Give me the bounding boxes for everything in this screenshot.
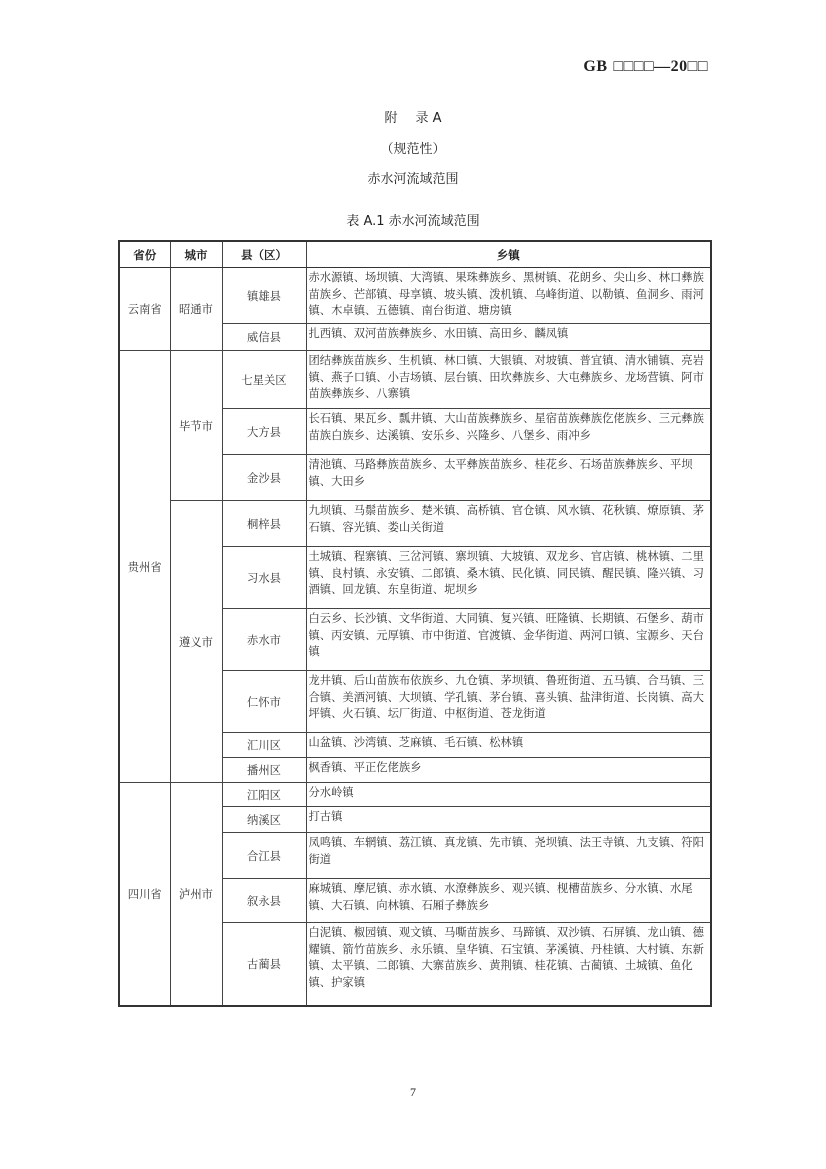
city-cell: 毕节市 (170, 351, 222, 501)
towns-cell: 麻城镇、摩尼镇、赤水镇、水潦彝族乡、观兴镇、枧槽苗族乡、分水镇、水尾镇、大石镇、向林镇、石厢子彝族乡 (306, 879, 711, 923)
table-header-row (119, 241, 711, 268)
city-cell: 泸州市 (170, 783, 222, 1006)
county-cell: 合江县 (222, 833, 306, 879)
table-caption: 表 A.1 赤水河流域范围 (346, 214, 480, 229)
column-header-county: 县（区） (222, 241, 306, 268)
county-cell: 习水县 (222, 547, 306, 609)
towns-cell: 团结彝族苗族乡、生机镇、林口镇、大银镇、对坡镇、普宜镇、清水铺镇、亮岩镇、燕子口镇、小吉场镇、层台镇、田坎彝族乡、大屯彝族乡、龙场营镇、阿市苗族彝族乡、八寨镇 (306, 351, 711, 409)
table-row (119, 351, 711, 409)
appendix-title: 赤水河流域范围 (367, 172, 459, 187)
county-cell: 仁怀市 (222, 671, 306, 733)
column-header-city: 城市 (170, 241, 222, 268)
county-cell: 镇雄县 (222, 268, 306, 324)
county-cell: 赤水市 (222, 609, 306, 671)
towns-cell: 赤水源镇、场坝镇、大湾镇、果珠彝族乡、黑树镇、花朗乡、尖山乡、林口彝族苗族乡、芒部镇、母享镇、坡头镇、泼机镇、乌峰街道、以勒镇、鱼洞乡、雨河镇、木卓镇、五德镇、南台街道、塘房镇 (306, 268, 711, 324)
column-header-province: 省份 (119, 241, 170, 268)
appendix-label (0, 107, 826, 126)
city-cell: 遵义市 (170, 501, 222, 783)
table-row (119, 501, 711, 547)
standard-code (583, 58, 708, 76)
towns-cell: 白泥镇、椒园镇、观文镇、马嘶苗族乡、马蹄镇、双沙镇、石屏镇、龙山镇、德耀镇、箭竹苗族乡、永乐镇、皇华镇、石宝镇、茅溪镇、丹桂镇、大村镇、东新镇、太平镇、二郎镇、大寨苗族乡、黄荆镇、桂花镇、古蔺镇、土城镇、鱼化镇、护家镇 (306, 923, 711, 1006)
county-cell: 播州区 (222, 758, 306, 783)
province-cell: 贵州省 (119, 351, 170, 783)
table-row (119, 268, 711, 324)
towns-cell: 扎西镇、双河苗族彝族乡、水田镇、高田乡、麟凤镇 (306, 324, 711, 351)
towns-cell: 凤鸣镇、车辋镇、荔江镇、真龙镇、先市镇、尧坝镇、法王寺镇、九支镇、符阳街道 (306, 833, 711, 879)
county-cell: 大方县 (222, 409, 306, 455)
province-cell: 四川省 (119, 783, 170, 1006)
county-cell: 七星关区 (222, 351, 306, 409)
table-row (119, 783, 711, 807)
county-cell: 叙永县 (222, 879, 306, 923)
appendix-label-suffix: 录 A (415, 111, 442, 126)
towns-cell: 长石镇、果瓦乡、瓢井镇、大山苗族彝族乡、星宿苗族彝族仡佬族乡、三元彝族苗族白族乡、达溪镇、安乐乡、兴隆乡、八堡乡、雨冲乡 (306, 409, 711, 455)
city-cell: 昭通市 (170, 268, 222, 351)
river-basin-table (118, 240, 712, 1007)
towns-cell: 土城镇、程寨镇、三岔河镇、寨坝镇、大坡镇、双龙乡、官店镇、桃林镇、二里镇、良村镇、永安镇、二郎镇、桑木镇、民化镇、同民镇、醒民镇、隆兴镇、习酒镇、回龙镇、东皇街道、坭坝乡 (306, 547, 711, 609)
county-cell: 纳溪区 (222, 807, 306, 833)
towns-cell: 清池镇、马路彝族苗族乡、太平彝族苗族乡、桂花乡、石场苗族彝族乡、平坝镇、大田乡 (306, 455, 711, 501)
standard-prefix: GB (583, 58, 608, 75)
towns-cell: 九坝镇、马鬃苗族乡、楚米镇、高桥镇、官仓镇、风水镇、花秋镇、燎原镇、茅石镇、容光镇、娄山关街道 (306, 501, 711, 547)
appendix-label-prefix: 附 (384, 111, 398, 126)
towns-cell: 山盆镇、沙湾镇、芝麻镇、毛石镇、松林镇 (306, 733, 711, 758)
province-cell: 云南省 (119, 268, 170, 351)
towns-cell: 龙井镇、后山苗族布依族乡、九仓镇、茅坝镇、鲁班街道、五马镇、合马镇、三合镇、美酒河镇、大坝镇、学孔镇、茅台镇、喜头镇、盐津街道、长岗镇、高大坪镇、火石镇、坛厂街道、中枢街道、苍龙街道 (306, 671, 711, 733)
county-cell: 古蔺县 (222, 923, 306, 1006)
county-cell: 威信县 (222, 324, 306, 351)
county-cell: 汇川区 (222, 733, 306, 758)
column-header-towns: 乡镇 (306, 241, 711, 268)
towns-cell: 分水岭镇 (306, 783, 711, 807)
county-cell: 江阳区 (222, 783, 306, 807)
standard-number: □□□□—20□□ (613, 58, 708, 75)
appendix-nature: （规范性） (380, 142, 446, 157)
page-number: 7 (410, 1085, 416, 1099)
county-cell: 桐梓县 (222, 501, 306, 547)
towns-cell: 打古镇 (306, 807, 711, 833)
towns-cell: 枫香镇、平正仡佬族乡 (306, 758, 711, 783)
county-cell: 金沙县 (222, 455, 306, 501)
towns-cell: 白云乡、长沙镇、文华街道、大同镇、复兴镇、旺隆镇、长期镇、石堡乡、葫市镇、丙安镇、元厚镇、市中街道、官渡镇、金华街道、两河口镇、宝源乡、天台镇 (306, 609, 711, 671)
